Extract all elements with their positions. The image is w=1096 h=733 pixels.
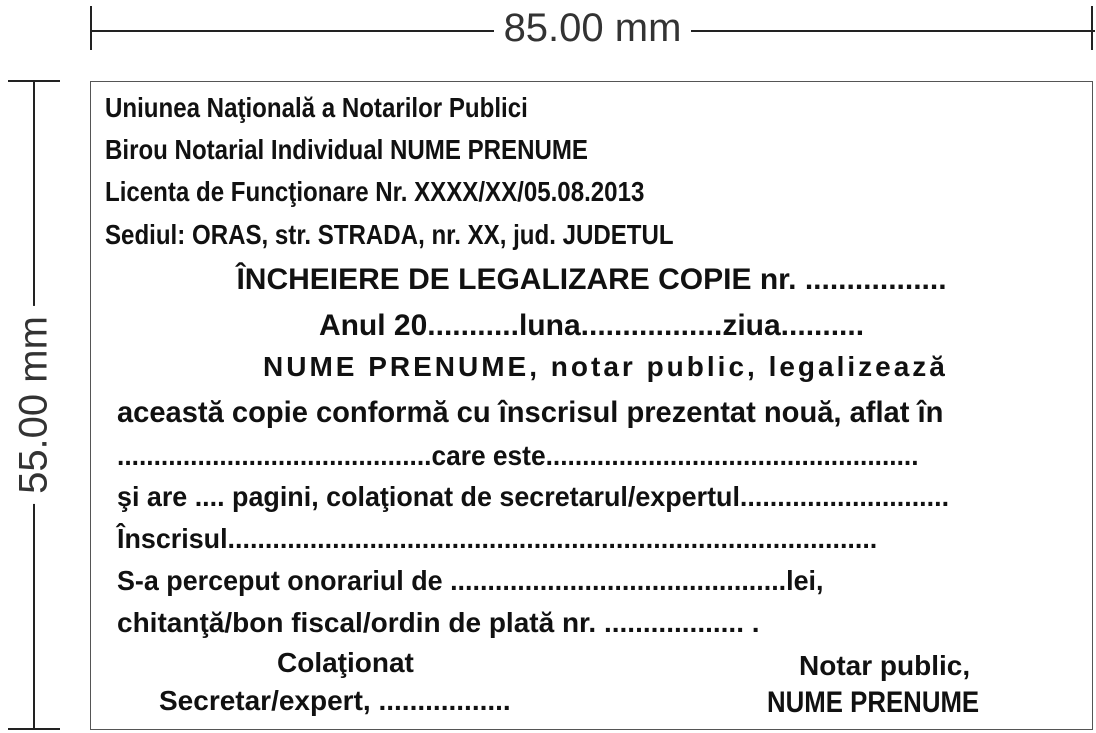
header-line-1: Uniunea Naţională a Notarilor Publici bbox=[105, 92, 528, 123]
width-dimension bbox=[90, 0, 1095, 55]
secretar-line: Secretar/expert, ................. bbox=[159, 685, 511, 716]
notar-label: Notar public, bbox=[799, 650, 971, 681]
notary-stamp bbox=[90, 81, 1093, 730]
body-line-6: chitanţă/bon fiscal/ordin de plată nr. .................. . bbox=[117, 607, 760, 638]
body-line-4: Înscrisul....................................................................................... bbox=[117, 523, 878, 554]
height-dimension-tick-bottom bbox=[8, 728, 60, 730]
width-dimension-label: 85.00 mm bbox=[494, 6, 692, 50]
stamp-title: ÎNCHEIERE DE LEGALIZARE COPIE nr. ................. bbox=[236, 263, 947, 296]
body-line-5: S-a perceput onorariul de .............................................lei, bbox=[117, 565, 824, 596]
height-dimension-label: 55.00 mm bbox=[12, 306, 57, 504]
height-dimension bbox=[0, 80, 70, 730]
header-line-3: Licenta de Funcţionare Nr. XXXX/XX/05.08.2013 bbox=[105, 176, 645, 207]
body-line-1: această copie conformă cu înscrisul prezentat nouă, aflat în bbox=[117, 396, 944, 429]
notary-line: NUME PRENUME, notar public, legalizează bbox=[263, 351, 948, 382]
body-line-3: şi are .... pagini, colaţionat de secretarul/expertul............................ bbox=[117, 481, 950, 512]
date-line: Anul 20...........luna.................ziua.......... bbox=[318, 309, 865, 342]
body-line-2: ...........................................care este................................................... bbox=[117, 440, 919, 471]
header-line-4: Sediul: ORAS, str. STRADA, nr. XX, jud. JUDETUL bbox=[105, 219, 674, 250]
colationat-label: Colaţionat bbox=[277, 647, 414, 678]
notar-name: NUME PRENUME bbox=[767, 686, 980, 719]
header-line-2: Birou Notarial Individual NUME PRENUME bbox=[105, 134, 588, 165]
